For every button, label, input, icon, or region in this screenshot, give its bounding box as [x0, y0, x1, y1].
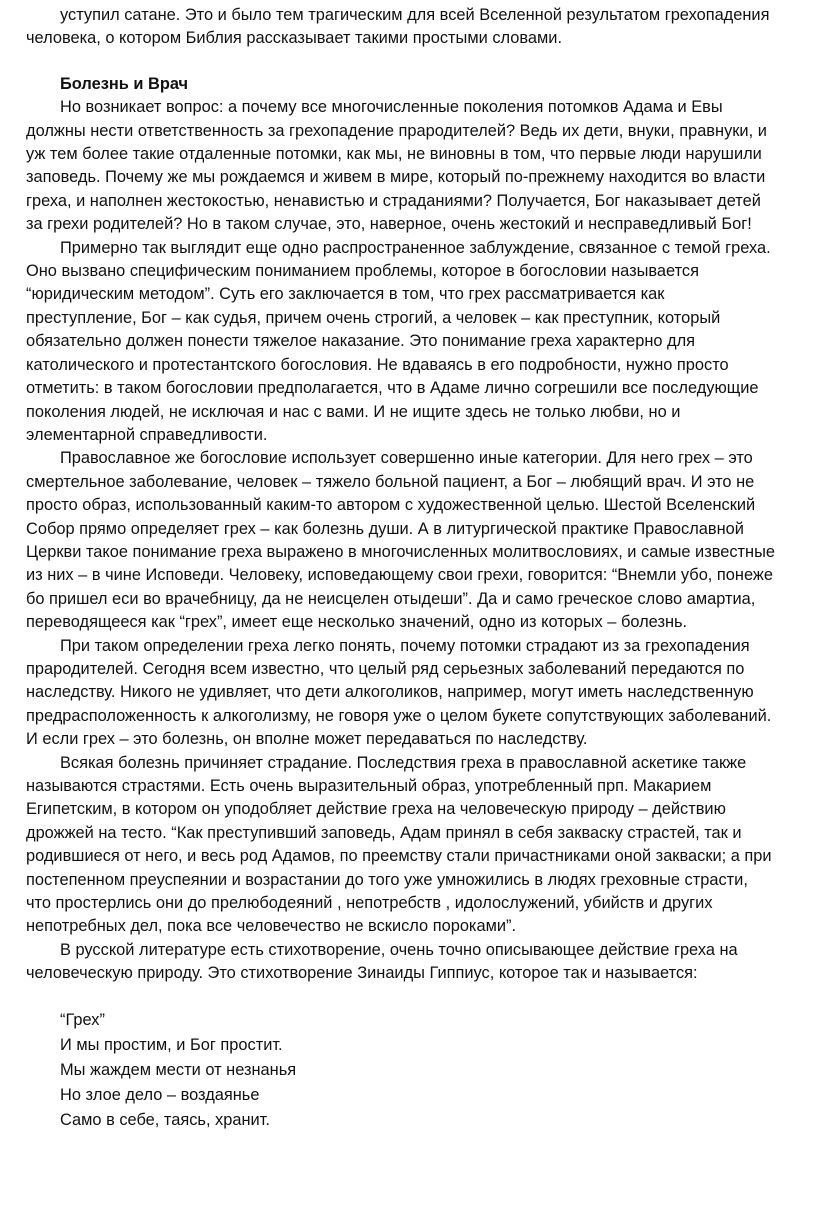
body-paragraph: При таком определении греха легко понять, почему потомки страдают из за грехопадения прародителей. Сегодня всем известно, что целый ряд серьезных заболеваний передаются по наследству. Никого не удивляет, что дети алкоголиков, например, могут иметь наследственную предрасположенность к алкоголизму, не говоря уже о целом букете сопутствующих заболеваний. И если грех – это болезнь, он вполне может передаваться по наследству. [26, 636, 772, 749]
poem [26, 1008, 776, 1133]
body-paragraph: Но возникает вопрос: а почему все многочисленные поколения потомков Адама и Евы должны нести ответственность за грехопадение прародителей? Ведь их дети, внуки, правнуки, и уж тем более такие отдаленные потомки, как мы, не виновны в том, что первые люди нарушили заповедь. Почему же мы рождаемся и живем в мире, который по-прежнему находится во власти греха, и наполнен жестокостью, ненавистью и страданиями? Получается, Бог наказывает детей за грехи родителей? Но в таком случае, это, наверное, очень жестокий и несправедливый Бог! [26, 98, 767, 234]
poem-title: “Грех” [60, 1010, 105, 1029]
poem-line: Но злое дело – воздаянье [60, 1085, 260, 1104]
intro-paragraph: уступил сатане. Это и было тем трагическим для всей Вселенной результатом грехопадения человека, о котором Библия рассказывает такими простыми словами. [26, 6, 770, 48]
body-paragraph: Православное же богословие использует совершенно иные категории. Для него грех – это смертельное заболевание, человек – тяжело больной пациент, а Бог – любящий врач. И это не просто образ, использованный каким-то автором с художественной целью. Шестой Вселенский Собор прямо определяет грех – как болезнь души. А в литургической практике Православной Церкви такое понимание греха выражено в многочисленных молитвословиях, и самые известные из них – в чине Исповеди. Человеку, исповедающему свои грехи, говорится: “Внемли убо, понеже бо пришел еси во врачебницу, да не неисцелен отыдеши”. Да и само греческое слово амартиа, переводящееся как “грех”, имеет еще несколько значений, одно из которых – болезнь. [26, 449, 775, 632]
body-paragraph: Всякая болезнь причиняет страдание. Последствия греха в православной аскетике также называются страстями. Есть очень выразительный образ, употребленный прп. Макарием Египетским, в котором он уподобляет действие греха на человеческую природу – действию дрожжей на тесто. “Как преступивший заповедь, Адам принял в себя закваску страстей, так и родившиеся от него, и весь род Адамов, по преемству стали причастниками оной закваски; а при постепенном преуспеянии и возрастании до того уже умножились в людях греховные страсти, что простерлись они до прелюбодеяний , непотребств , идолослужений, убийств и других непотребных дел, пока все человечество не вскисло пороками”. [26, 753, 772, 936]
section-heading: Болезнь и Врач [60, 74, 189, 93]
poem-line: Мы жаждем мести от незнанья [60, 1060, 297, 1079]
poem-line: Само в себе, таясь, хранит. [60, 1110, 270, 1129]
poem-line: И мы простим, и Бог простит. [60, 1035, 283, 1054]
body-paragraph: В русской литературе есть стихотворение, очень точно описывающее действие греха на человеческую природу. Это стихотворение Зинаиды Гиппиус, которое так и называется: [26, 940, 738, 983]
body-paragraph: Примерно так выглядит еще одно распространенное заблуждение, связанное с темой греха. Оно вызвано специфическим пониманием проблемы, которое в богословии называется “юридическим методом”. Суть его заключается в том, что грех рассматривается как преступление, Бог – как судья, причем очень строгий, а человек – как преступник, который обязательно должен понести тяжелое наказание. Это понимание греха характерно для католического и протестантского богословия. Не вдаваясь в его подробности, нужно просто отметить: в таком богословии предполагается, что в Адаме лично согрешили все последующие поколения людей, не исключая и нас с вами. И не ищите здесь не только любви, но и элементарной справедливости. [26, 238, 771, 444]
